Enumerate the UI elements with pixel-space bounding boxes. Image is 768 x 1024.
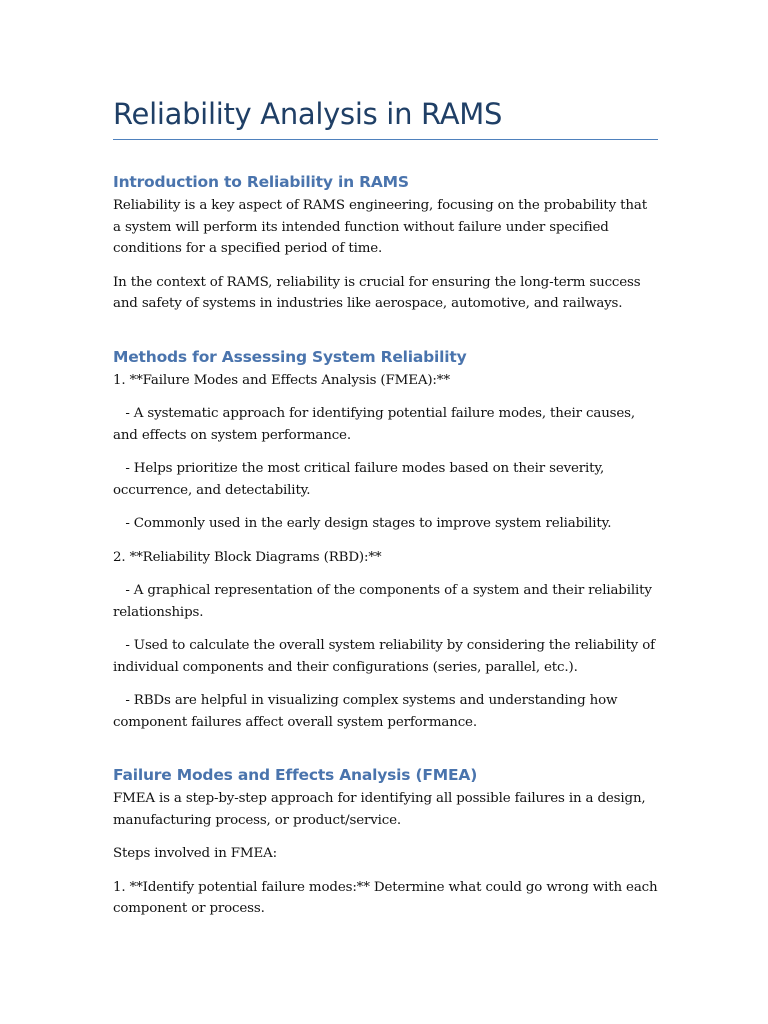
document-title: Reliability Analysis in RAMS <box>113 95 658 140</box>
section-heading-fmea: Failure Modes and Effects Analysis (FMEA) <box>113 766 478 784</box>
list-item: - A graphical representation of the components of a system and their reliability relationships. <box>113 583 656 620</box>
document-body <box>113 95 658 920</box>
list-item: - Commonly used in the early design stages to improve system reliability. <box>113 516 612 531</box>
list-item: - A systematic approach for identifying potential failure modes, their causes, and effects on system performance. <box>113 406 640 443</box>
paragraph: Steps involved in FMEA: <box>113 846 277 861</box>
list-item: - Helps prioritize the most critical failure modes based on their severity, occurrence, and detectability. <box>113 461 609 498</box>
paragraph: FMEA is a step-by-step approach for identifying all possible failures in a design, manufacturing process, or product/service. <box>113 791 646 828</box>
section-heading-introduction: Introduction to Reliability in RAMS <box>113 173 409 191</box>
list-item: 1. **Identify potential failure modes:** Determine what could go wrong with each component or process. <box>113 879 658 916</box>
list-item: - RBDs are helpful in visualizing complex systems and understanding how component failures affect overall system performance. <box>113 693 622 730</box>
list-item: 1. **Failure Modes and Effects Analysis (FMEA):** <box>113 372 450 388</box>
list-item: - Used to calculate the overall system reliability by considering the reliability of individual components and their configurations (series, parallel, etc.). <box>113 638 660 675</box>
paragraph: In the context of RAMS, reliability is crucial for ensuring the long-term success and safety of systems in industries like aerospace, automotive, and railways. <box>113 274 641 311</box>
section-heading-methods: Methods for Assessing System Reliability <box>113 347 467 366</box>
paragraph: Reliability is a key aspect of RAMS engineering, focusing on the probability that a system will perform its intended function without failure under specified conditions for a specified period of time. <box>113 198 647 256</box>
list-item: 2. **Reliability Block Diagrams (RBD):** <box>113 549 382 565</box>
